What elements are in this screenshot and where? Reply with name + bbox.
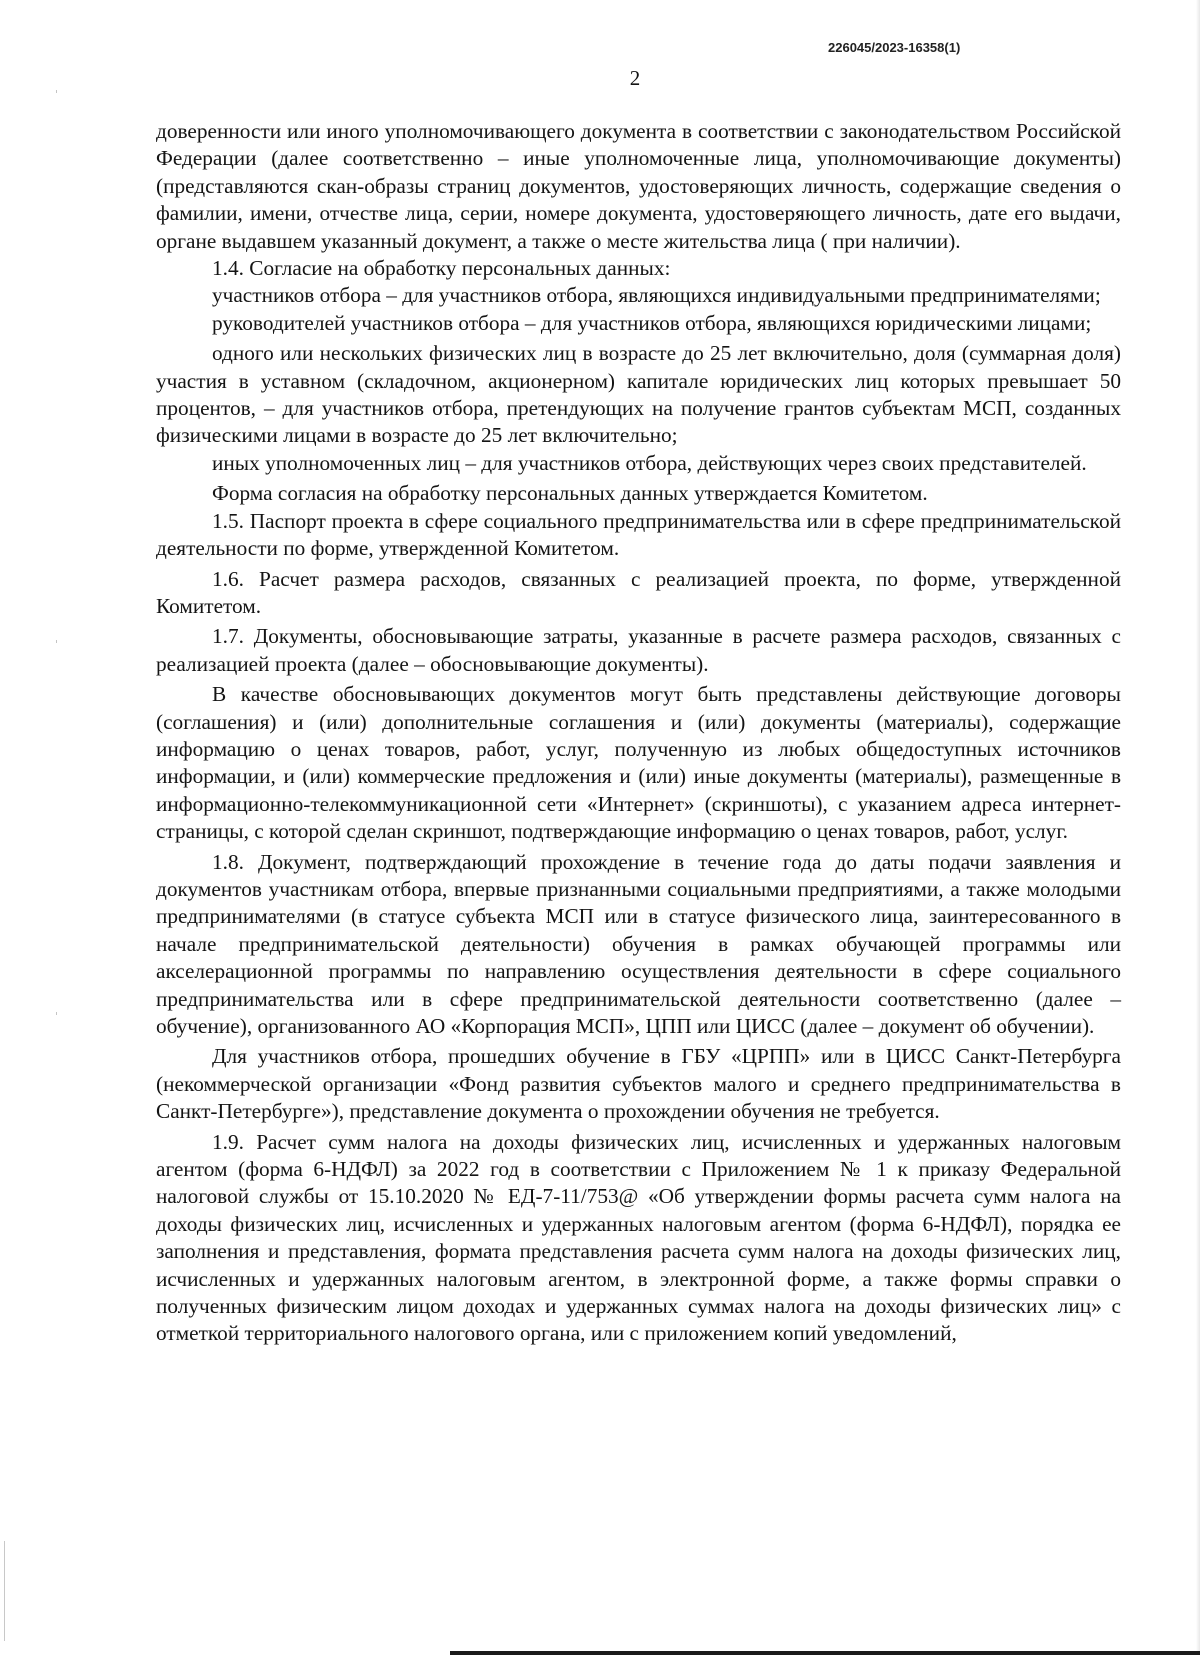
paragraph-training-exemption: Для участников отбора, прошедших обучение в ГБУ «ЦРПП» или в ЦИСС Санкт-Петербурга (некоммерческой организации «Фонд развития субъектов малого и среднего предпринимательства в Санкт-Петербурге»), представление документа о прохождении обучения не требуется. bbox=[156, 1044, 1121, 1124]
paragraph-consent-heads: руководителей участников отбора – для участников отбора, являющихся юридическими лицами; bbox=[212, 310, 1092, 335]
paragraph-consent-young-persons: одного или нескольких физических лиц в возрасте до 25 лет включительно, доля (суммарная доля) участия в уставном (складочном, акционерном) капитале юридических лиц которых превышает 50 процентов, – для участников отбора, претендующих на получение грантов субъектам МСП, созданных физическими лицами в возрасте до 25 лет включительно; bbox=[156, 341, 1121, 448]
paragraph-consent-representatives: иных уполномоченных лиц – для участников отбора, действующих через своих представителей. bbox=[212, 450, 1087, 475]
scan-dust-mark bbox=[56, 640, 57, 643]
paragraph-1-7: 1.7. Документы, обосновывающие затраты, указанные в расчете размера расходов, связанных с реализацией проекта (далее – обосновывающие документы). bbox=[156, 624, 1121, 676]
page-number: 2 bbox=[629, 66, 641, 90]
scan-dust-mark bbox=[56, 90, 57, 93]
scan-edge-right bbox=[1196, 0, 1200, 1655]
paragraph-justifying-documents: В качестве обосновывающих документов могут быть представлены действующие договоры (соглашения) и (или) дополнительные соглашения и (или) документы (материалы), содержащие информацию о ценах товаров, работ, услуг, полученную из любых общедоступных источников информации, и (или) коммерческие предложения и (или) иные документы (материалы), размещенные в информационно-телекоммуникационной сети «Интернет» (скриншоты), с указанием адреса интернет-страницы, с которой сделан скриншот, подтверждающие информацию о ценах товаров, работ, услуг. bbox=[156, 682, 1121, 844]
document-body bbox=[156, 118, 1121, 1348]
document-registration-number: 226045/2023-16358(1) bbox=[828, 40, 961, 55]
paragraph-1-9: 1.9. Расчет сумм налога на доходы физических лиц, исчисленных и удержанных налоговым агентом (форма 6-НДФЛ) за 2022 год в соответствии с Приложением № 1 к приказу Федеральной налоговой службы от 15.10.2020 № ЕД-7-11/753@ «Об утверждении формы расчета сумм налога на доходы физических лиц, исчисленных и удержанных налоговым агентом (форма 6-НДФЛ), порядка ее заполнения и представления, формата представления расчета сумм налога на доходы физических лиц, исчисленных и удержанных налоговым агентом, в электронной форме, а также формы справки о полученных физическим лицом доходах и удержанных суммах налога на доходы физических лиц» с отметкой территориального налогового органа, или с приложением копий уведомлений, bbox=[156, 1129, 1121, 1346]
scan-dust-mark bbox=[56, 1012, 57, 1015]
scan-edge-bottom bbox=[450, 1651, 1200, 1655]
paragraph-1-6: 1.6. Расчет размера расходов, связанных с реализацией проекта, по форме, утвержденной Комитетом. bbox=[156, 566, 1121, 618]
paragraph-1-4-heading: 1.4. Согласие на обработку персональных данных: bbox=[212, 256, 671, 281]
paragraph-consent-form: Форма согласия на обработку персональных данных утверждается Комитетом. bbox=[212, 481, 928, 506]
paragraph-1-5: 1.5. Паспорт проекта в сфере социального предпринимательства или в сфере предпринимательской деятельности по форме, утвержденной Комитетом. bbox=[156, 508, 1121, 561]
paragraph-consent-participants: участников отбора – для участников отбора, являющихся индивидуальными предпринимателями; bbox=[212, 283, 1101, 308]
paragraph-1-8: 1.8. Документ, подтверждающий прохождение в течение года до даты подачи заявления и документов участникам отбора, впервые признанными социальными предприятиями, а также молодыми предпринимателями (в статусе субъекта МСП или в статусе физического лица, заинтересованного в начале предпринимательской деятельности) обучения в рамках обучающей программы или акселерационной программы по направлению осуществления деятельности в сфере социального предпринимательства или в сфере предпринимательской деятельности соответственно (далее – обучение), организованного АО «Корпорация МСП», ЦПП или ЦИСС (далее – документ об обучении). bbox=[156, 849, 1121, 1038]
scan-edge-left bbox=[4, 1541, 5, 1641]
paragraph-continuation: доверенности или иного уполномочивающего документа в соответствии с законодательством Российской Федерации (далее соответственно – иные уполномоченные лица, уполномочивающие документы) (представляются скан-образы страниц документов, удостоверяющих личность, содержащие сведения о фамилии, имени, отчестве лица, серии, номере документа, удостоверяющего личность, дате его выдачи, органе выдавшем указанный документ, а также о месте жительства лица ( при наличии). bbox=[156, 119, 1121, 253]
